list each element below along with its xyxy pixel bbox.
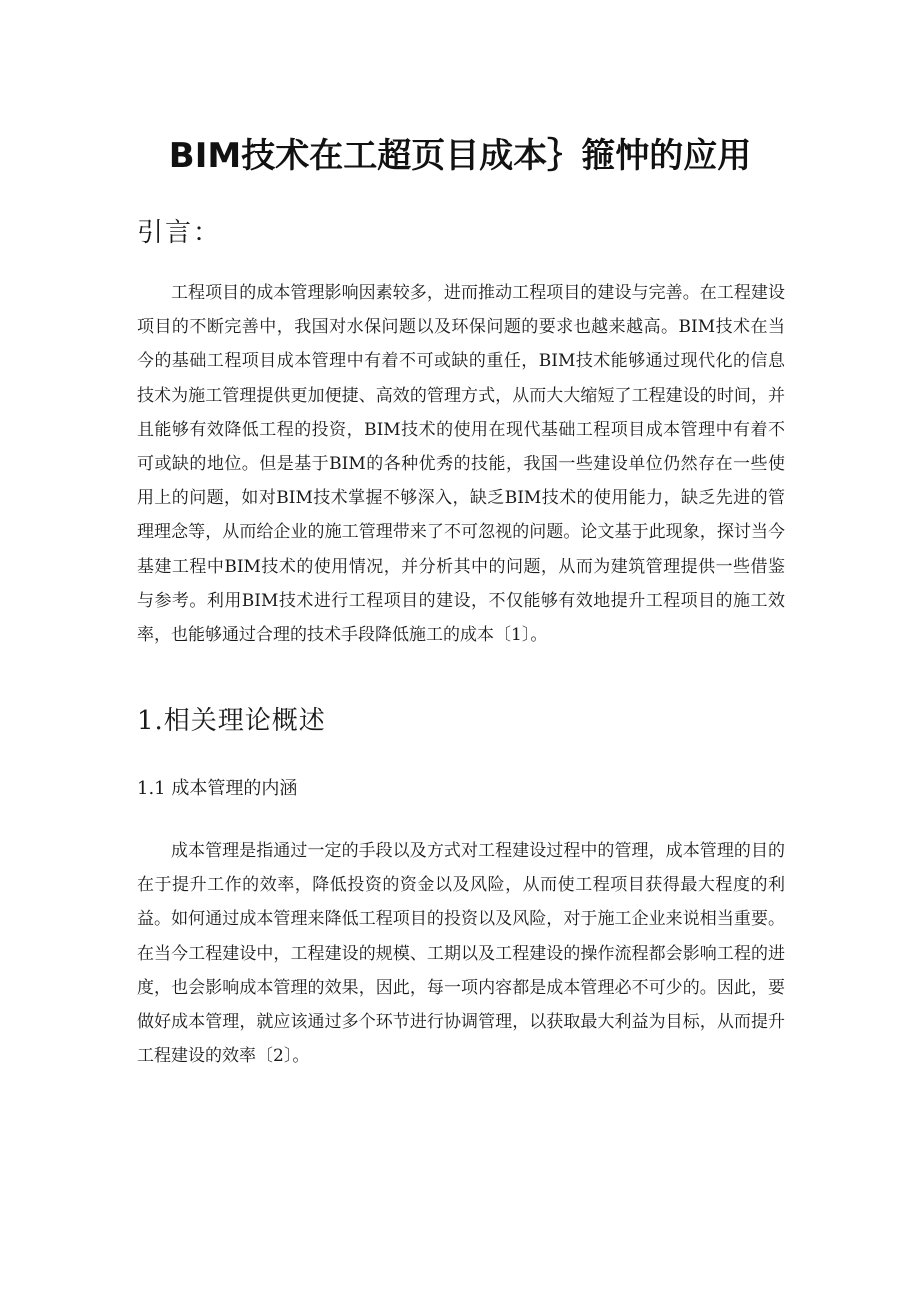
section-1-heading: 1.相关理论概述	[137, 706, 326, 736]
document-title: BIM技术在工超页目成本｝箍忡的应用	[168, 136, 752, 176]
intro-heading: 引言：	[137, 218, 222, 248]
section-1-1-paragraph: 成本管理是指通过一定的手段以及方式对工程建设过程中的管理，成本管理的目的在于提升工作的效率，降低投资的资金以及风险，从而使工程项目获得最大程度的利益。如何通过成本管理来降低工程项目的投资以及风险，对于施工企业来说相当重要。在当今工程建设中，工程建设的规模、工期以及工程建设的操作流程都会影响工程的进度，也会影响成本管理的效果，因此，每一项内容都是成本管理必不可少的。因此，要做好成本管理，就应该通过多个环节进行协调管理，以获取最大利益为目标，从而提升工程建设的效率〔2〕。	[137, 841, 785, 1067]
section-1-1-heading: 1.1 成本管理的内涵	[137, 778, 298, 799]
intro-paragraph: 工程项目的成本管理影响因素较多，进而推动工程项目的建设与完善。在工程建设项目的不断完善中，我国对水保问题以及环保问题的要求也越来越高。BIM技术在当今的基础工程项目成本管理中有着不可或缺的重任，BIM技术能够通过现代化的信息技术为施工管理提供更加便捷、高效的管理方式，从而大大缩短了工程建设的时间，并且能够有效降低工程的投资，BIM技术的使用在现代基础工程项目成本管理中有着不可或缺的地位。但是基于BIM的各种优秀的技能，我国一些建设单位仍然存在一些使用上的问题，如对BIM技术掌握不够深入，缺乏BIM技术的使用能力，缺乏先进的管理理念等，从而给企业的施工管理带来了不可忽视的问题。论文基于此现象，探讨当今基建工程中BIM技术的使用情况，并分析其中的问题，从而为建筑管理提供一些借鉴与参考。利用BIM技术进行工程项目的建设，不仅能够有效地提升工程项目的施工效率，也能够通过合理的技术手段降低施工的成本〔1〕。	[137, 283, 785, 646]
